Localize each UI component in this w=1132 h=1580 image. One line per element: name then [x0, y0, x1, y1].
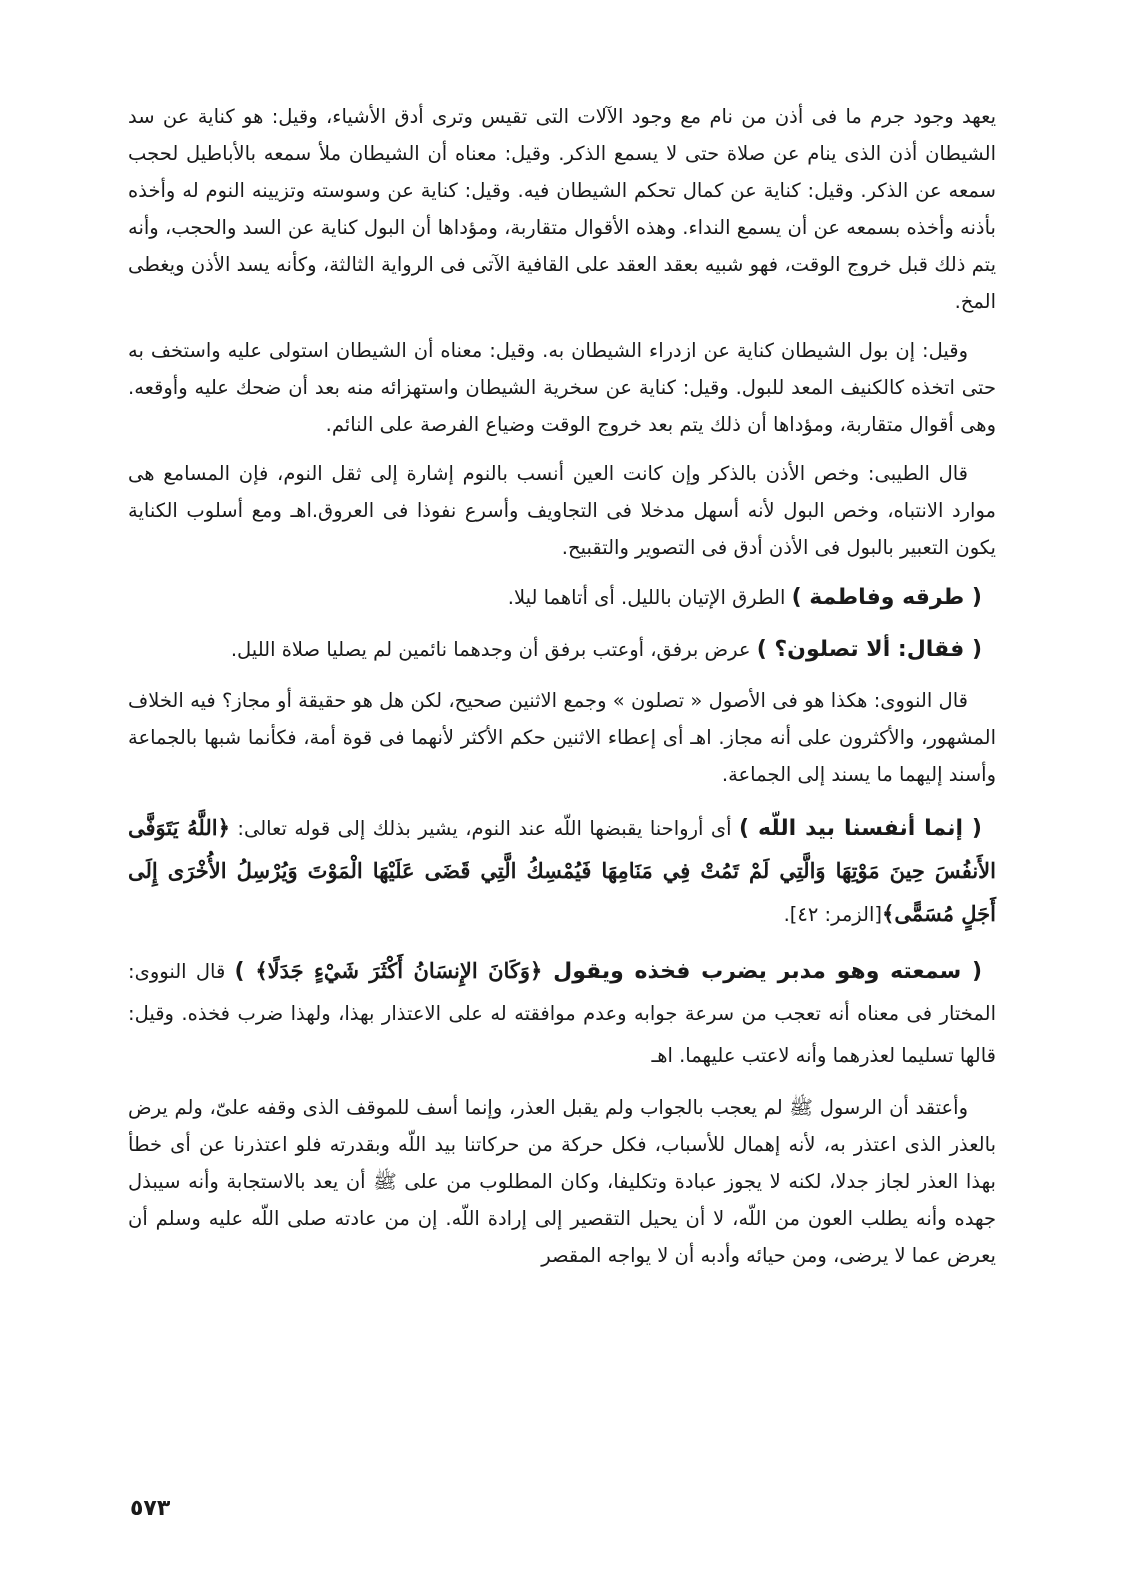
lemma-1-heading: ( طرقه وفاطمة ) [791, 585, 982, 610]
page-body [128, 98, 996, 1274]
quran-verse-kahf: ﴿وَكَانَ الإِنسَانُ أَكْثَرَ شَيْءٍ جَدَلًا﴾ [255, 958, 543, 983]
lemma-1 [128, 578, 996, 618]
quran-verse-zumar: ﴿اللَّهُ يَتَوَفَّى الأَنفُسَ حِينَ مَوْتِهَا وَالَّتِي لَمْ تَمُتْ فِي مَنَامِهَا فَيُمْسِكُ الَّتِي قَضَى عَلَيْهَا الْمَوْتَ وَيُرْسِلُ الأُخْرَى إِلَى أَجَلٍ مُسَمًّى﴾ [128, 815, 996, 926]
lemma-3-text: أى أرواحنا يقبضها اللّه عند النوم، يشير بذلك إلى قوله تعالى: [229, 817, 740, 840]
lemma-3 [128, 807, 996, 936]
paragraph-3: قال الطيبى: وخص الأذن بالذكر وإن كانت العين أنسب بالنوم إشارة إلى ثقل النوم، فإن المسامع هى موارد الانتباه، وخص البول لأنه أسهل مدخلا فى التجاويف وأسرع نفوذا فى العروق.اهـ ومع أسلوب الكناية يكون التعبير بالبول فى الأذن أدق فى التصوير والتقبيح. [128, 462, 996, 559]
paragraph-2: وقيل: إن بول الشيطان كناية عن ازدراء الشيطان به. وقيل: معناه أن الشيطان استولى عليه واستخف به حتى اتخذه كالكنيف المعد للبول. وقيل: كناية عن سخرية الشيطان واستهزائه منه بعد أن ضحك عليه وأوقعه. وهى أقوال متقاربة، ومؤداها أن ذلك يتم بعد خروج الوقت وضياع الفرصة على النائم. [128, 339, 996, 436]
lemma-2-text: عرض برفق، أوعتب برفق أن وجدهما نائمين لم يصليا صلاة الليل. [230, 638, 757, 661]
lemma-4-text: قال النووى: المختار فى معناه أنه تعجب من سرعة جوابه وعدم موافقته له على الاعتذار بهذا، ولهذا ضرب فخذه. وقيل: قالها تسليما لعذرهما وأنه لاعتب عليهما. اهـ [128, 960, 996, 1067]
paragraph-5: وأعتقد أن الرسول ﷺ لم يعجب بالجواب ولم يقبل العذر، وإنما أسف للموقف الذى وقفه علىّ، ولم يرض بالعذر الذى اعتذر به، لأنه إهمال للأسباب، فكل حركة من حركاتنا بيد اللّه وبقدرته فلو اعتذرنا عن أى خطأ بهذا العذر لجاز جدلا، لكنه لا يجوز عبادة وتكليفا، وكان المطلوب من على ﷺ أن يعد بالاستجابة وأنه سيبذل جهده وأنه يطلب العون من اللّه، لا أن يحيل التقصير إلى إرادة اللّه. إن من عادته صلى اللّه عليه وسلم أن يعرض عما لا يرضى، ومن حيائه وأدبه أن لا يواجه المقصر [128, 1096, 996, 1267]
page-number: ٥٧٣ [130, 1496, 171, 1521]
paragraph-4: قال النووى: هكذا هو فى الأصول « تصلون » وجمع الاثنين صحيح، لكن هل هو حقيقة أو مجاز؟ فيه الخلاف المشهور، والأكثرون على أنه مجاز. اهـ أى إعطاء الاثنين حكم الأكثر لأنهما فى قوة أمة، فكأنما شبها بالجماعة وأسند إليهما ما يسند إلى الجماعة. [128, 689, 996, 786]
lemma-4-close: ) [234, 959, 256, 984]
lemma-1-text: الطرق الإتيان بالليل. أى أتاهما ليلا. [507, 586, 792, 609]
paragraph-1: يعهد وجود جرم ما فى أذن من نام مع وجود الآلات التى تقيس وترى أدق الأشياء، وقيل: هو كناية عن سد الشيطان أذن الذى ينام عن صلاة حتى لا يسمع الذكر. وقيل: معناه أن الشيطان ملأ سمعه بالأباطيل لحجب سمعه عن الذكر. وقيل: كناية عن كمال تحكم الشيطان فيه. وقيل: كناية عن وسوسته وتزيينه النوم له وأخذه بأذنه وأخذه بسمعه عن أن يسمع النداء. وهذه الأقوال متقاربة، ومؤداها أن البول كناية عن السد والحجب، وأنه يتم ذلك قبل خروج الوقت، فهو شبيه بعقد العقد على القافية الآتى فى الرواية الثالثة، وكأنه يسد الأذن ويغطى المخ. [128, 105, 996, 313]
lemma-4 [128, 950, 996, 1077]
lemma-2-heading: ( فقال: ألا تصلون؟ ) [756, 637, 982, 662]
lemma-4-heading: ( سمعته وهو مدبر يضرب فخذه ويقول [542, 959, 983, 984]
lemma-2 [128, 630, 996, 670]
quran-reference: [الزمر: ٤٢]. [783, 903, 883, 926]
lemma-3-heading: ( إنما أنفسنا بيد اللّه ) [739, 816, 982, 841]
